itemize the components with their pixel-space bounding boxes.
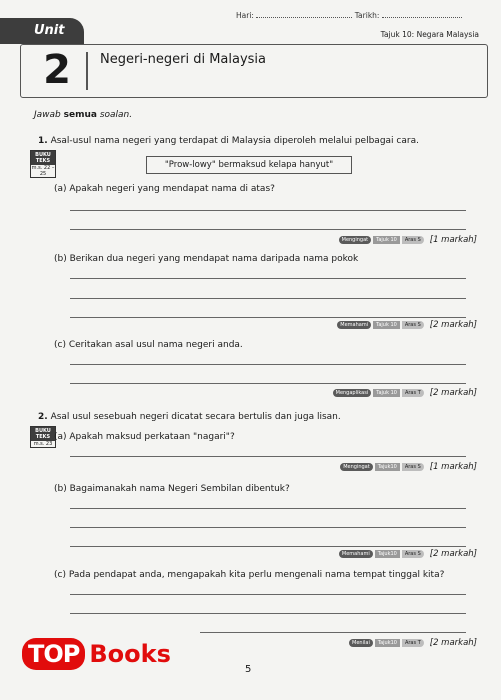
topic-tag: Tajuk 10 xyxy=(373,389,400,397)
quote-box: "Prow-lowy" bermaksud kelapa hanyut" xyxy=(146,156,352,174)
question-1b: (b) Berikan dua negeri yang mendapat nama daripada nama pokok xyxy=(54,254,359,264)
textbook-label: BUKU TEKS xyxy=(31,151,55,165)
skill-tag: Menilai xyxy=(349,639,373,647)
textbook-pages: m.s. 23 xyxy=(33,441,53,447)
title-divider xyxy=(86,52,88,90)
instruction-prefix: Jawab xyxy=(34,110,64,120)
answer-line[interactable] xyxy=(70,317,466,318)
mark-row xyxy=(337,320,477,330)
mark-row xyxy=(339,235,477,245)
unit-tab: Unit xyxy=(0,18,84,44)
question-number: 1. xyxy=(38,136,48,146)
question-text: Asal usul sesebuah negeri dicatat secara bertulis dan juga lisan. xyxy=(50,412,341,422)
level-tag: Aras S xyxy=(402,236,424,244)
answer-line[interactable] xyxy=(200,632,466,633)
marks: [1 markah] xyxy=(429,462,477,472)
mark-row xyxy=(349,638,477,648)
topic-tag: Tajuk10 xyxy=(375,463,400,471)
mark-row xyxy=(340,462,477,472)
instruction-bold: semua xyxy=(63,110,97,120)
answer-line[interactable] xyxy=(70,210,466,211)
logo-top: TOP xyxy=(22,638,85,670)
answer-line[interactable] xyxy=(70,298,466,299)
skill-tag: Memahami xyxy=(337,321,371,329)
question-2c: (c) Pada pendapat anda, mengapakah kita perlu mengenali nama tempat tinggal kita? xyxy=(54,570,445,580)
tarikh-label: Tarikh: xyxy=(354,11,380,20)
hari-blank xyxy=(256,10,352,18)
mark-row xyxy=(339,549,477,559)
question-text: Asal-usul nama negeri yang terdapat di Malaysia diperoleh melalui pelbagai cara. xyxy=(50,136,419,146)
answer-line[interactable] xyxy=(70,546,466,547)
level-tag: Aras S xyxy=(402,463,424,471)
textbook-label: BUKU TEKS xyxy=(31,427,55,441)
question-1a: (a) Apakah negeri yang mendapat nama di atas? xyxy=(54,184,275,194)
textbook-ref xyxy=(30,150,56,178)
answer-line[interactable] xyxy=(70,364,466,365)
textbook-pages: m.s. 22 – 25 xyxy=(31,165,55,177)
level-tag: Aras T xyxy=(402,639,424,647)
answer-line[interactable] xyxy=(70,383,466,384)
marks: [1 markah] xyxy=(429,235,477,245)
topic-tag: Tajuk 10 xyxy=(373,321,400,329)
answer-line[interactable] xyxy=(70,613,466,614)
topic-tag: Tajuk 10 xyxy=(373,236,400,244)
marks: [2 markah] xyxy=(429,388,477,398)
question-number: 2. xyxy=(38,412,48,422)
skill-tag: Mengaplikasi xyxy=(333,389,372,397)
answer-line[interactable] xyxy=(70,229,466,230)
level-tag: Aras T xyxy=(402,389,424,397)
skill-tag: Mengingat xyxy=(340,463,373,471)
mark-row xyxy=(333,388,477,398)
hari-label: Hari: xyxy=(236,11,254,20)
skill-tag: Mengingat xyxy=(339,236,372,244)
marks: [2 markah] xyxy=(429,638,477,648)
question-2a: (a) Apakah maksud perkataan "nagari"? xyxy=(54,432,235,442)
answer-line[interactable] xyxy=(70,594,466,595)
unit-number: 2 xyxy=(43,47,71,93)
marks: [2 markah] xyxy=(429,549,477,559)
topic-header: Tajuk 10: Negara Malaysia xyxy=(380,30,479,39)
question-2b: (b) Bagaimanakah nama Negeri Sembilan dibentuk? xyxy=(54,484,290,494)
instruction xyxy=(34,110,132,120)
textbook-ref xyxy=(30,426,56,448)
answer-line[interactable] xyxy=(70,508,466,509)
answer-line[interactable] xyxy=(70,527,466,528)
topic-tag: Tajuk10 xyxy=(375,550,400,558)
page-title: Negeri-negeri di Malaysia xyxy=(100,52,266,67)
topbooks-logo xyxy=(22,636,171,672)
level-tag: Aras S xyxy=(402,550,424,558)
tarikh-blank xyxy=(382,10,462,18)
level-tag: Aras S xyxy=(402,321,424,329)
marks: [2 markah] xyxy=(429,320,477,330)
question-2 xyxy=(38,412,341,422)
question-1c: (c) Ceritakan asal usul nama negeri anda. xyxy=(54,340,243,350)
page-number: 5 xyxy=(245,664,252,675)
hari-field xyxy=(236,10,462,20)
logo-books: Books xyxy=(89,640,171,668)
skill-tag: Memahami xyxy=(339,550,373,558)
instruction-suffix: soalan. xyxy=(96,110,133,120)
question-1 xyxy=(38,136,419,146)
answer-line[interactable] xyxy=(70,456,466,457)
answer-line[interactable] xyxy=(70,278,466,279)
topic-tag: Tajuk10 xyxy=(375,639,400,647)
